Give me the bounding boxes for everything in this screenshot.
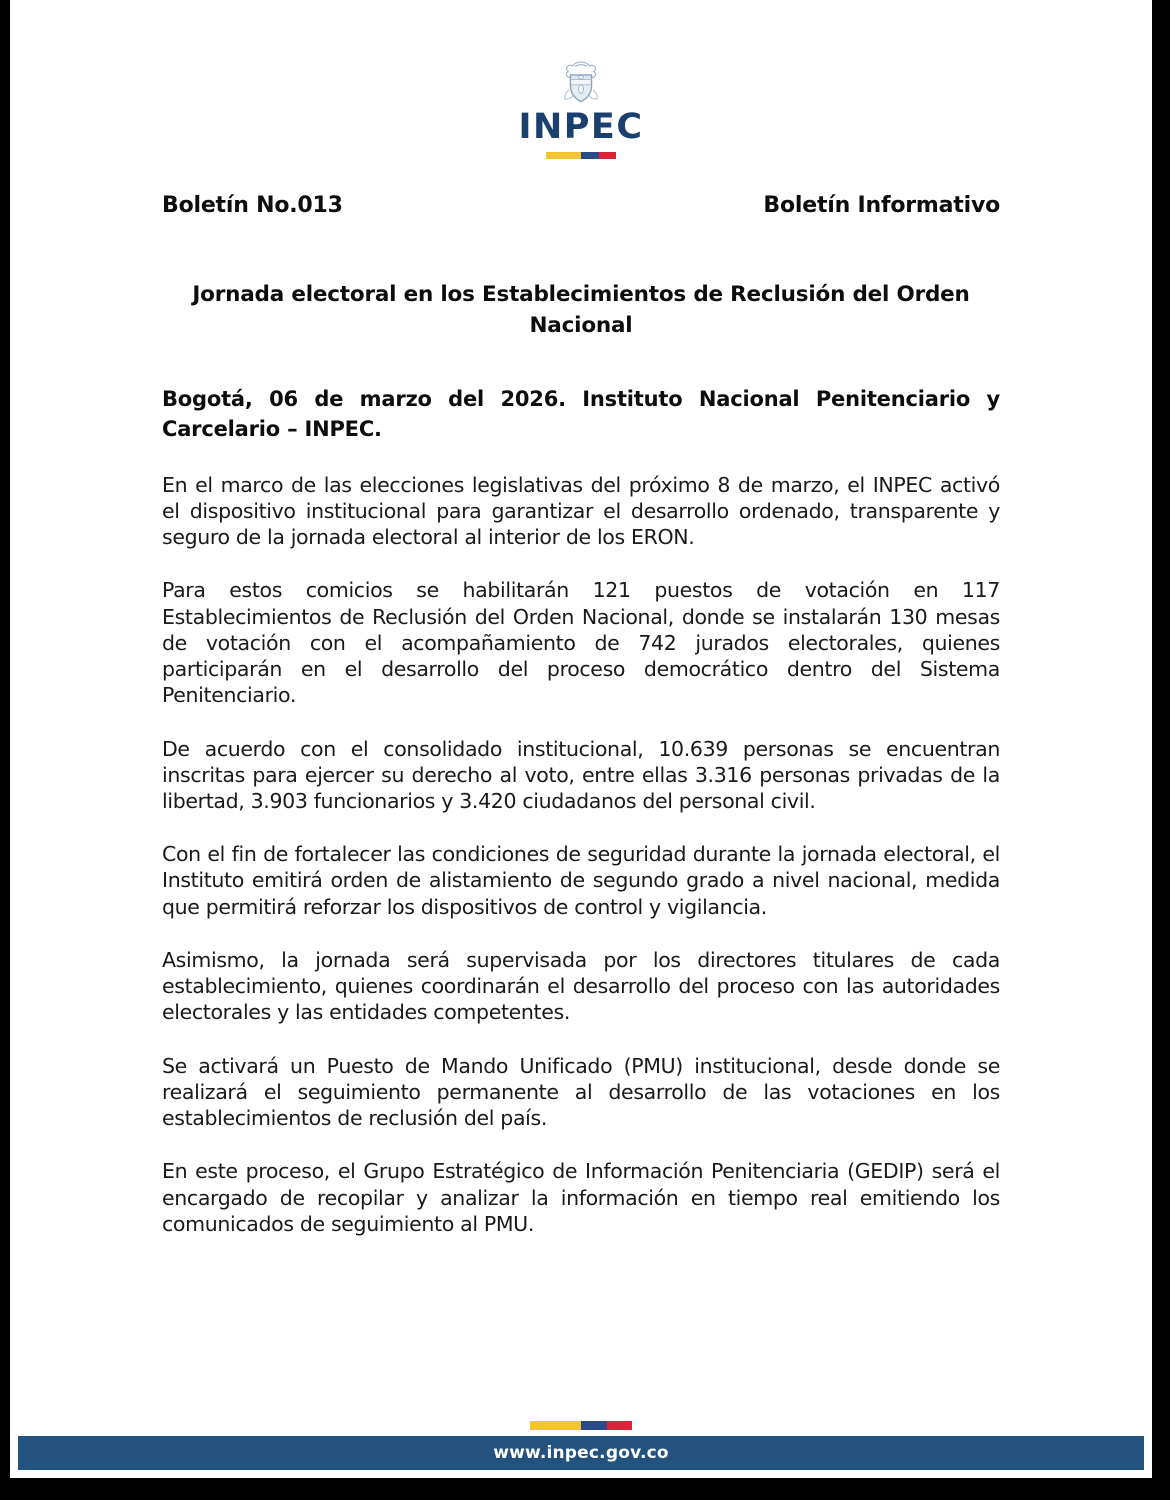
bulletin-number: Boletín No.013 xyxy=(162,193,343,218)
body-paragraph-6: Se activará un Puesto de Mando Unificado (PMU) institucional, desde donde se realizará el seguimiento permanente al desarrollo de las votaciones en los establecimientos de reclusión del país. xyxy=(162,1053,1000,1131)
footer-website-url[interactable]: www.inpec.gov.co xyxy=(493,1443,669,1463)
tricolor-blue xyxy=(581,152,599,159)
tricolor-yellow xyxy=(546,152,581,159)
body-paragraph-5: Asimismo, la jornada será supervisada por los directores titulares de cada establecimiento, quienes coordinarán el desarrollo del proceso con las autoridades electorales y las entidades competentes. xyxy=(162,947,1000,1025)
page-title: Jornada electoral en los Establecimientos de Reclusión del Orden Nacional xyxy=(192,282,970,338)
body-paragraph-1: En el marco de las elecciones legislativas del próximo 8 de marzo, el INPEC activó el dispositivo institucional para garantizar el desarrollo ordenado, transparente y seguro de la jornada electoral al interior de los ERON. xyxy=(162,472,1000,550)
body-paragraph-7: En este proceso, el Grupo Estratégico de Información Penitenciaria (GEDIP) será el encargado de recopilar y analizar la información en tiempo real emitiendo los comunicados de seguimiento al PMU. xyxy=(162,1159,1000,1236)
body-paragraph-2: Para estos comicios se habilitarán 121 puestos de votación en 117 Establecimientos de Reclusión del Orden Nacional, donde se instalarán 130 mesas de votación con el acompañamiento de 742 jurados electorales, quienes participarán en el desarrollo del proceso democrático dentro del Sistema Penitenciario. xyxy=(162,578,1000,708)
logo-tricolor-bar xyxy=(546,152,616,159)
footer-tricolor-blue xyxy=(581,1421,607,1430)
colombia-coat-of-arms-icon xyxy=(555,56,607,108)
dateline: Bogotá, 06 de marzo del 2026. Instituto Nacional Penitenciario y Carcelario – INPEC. xyxy=(162,387,1000,441)
footer-tricolor-red xyxy=(607,1421,633,1430)
document-content xyxy=(162,159,1000,1237)
footer-tricolor-yellow xyxy=(530,1421,581,1430)
bulletin-label: Boletín Informativo xyxy=(763,193,1000,218)
tricolor-red xyxy=(599,152,617,159)
body-paragraph-4: Con el fin de fortalecer las condiciones de seguridad durante la jornada electoral, el Instituto emitirá orden de alistamiento de segundo grado a nivel nacional, medida que permitirá reforzar los dispositivos de control y vigilancia. xyxy=(162,842,1000,919)
footer-tricolor-bar xyxy=(530,1421,632,1430)
inpec-logo xyxy=(10,0,1152,159)
body-paragraph-3: De acuerdo con el consolidado institucional, 10.639 personas se encuentran inscritas para ejercer su derecho al voto, entre ellas 3.316 personas privadas de la libertad, 3.903 funcionarios y 3.420 ciudadanos del personal civil. xyxy=(162,736,1000,813)
footer-bar xyxy=(18,1436,1144,1470)
document-page xyxy=(10,0,1152,1478)
inpec-wordmark: INPEC xyxy=(518,107,644,147)
bulletin-header-row xyxy=(162,193,1000,218)
